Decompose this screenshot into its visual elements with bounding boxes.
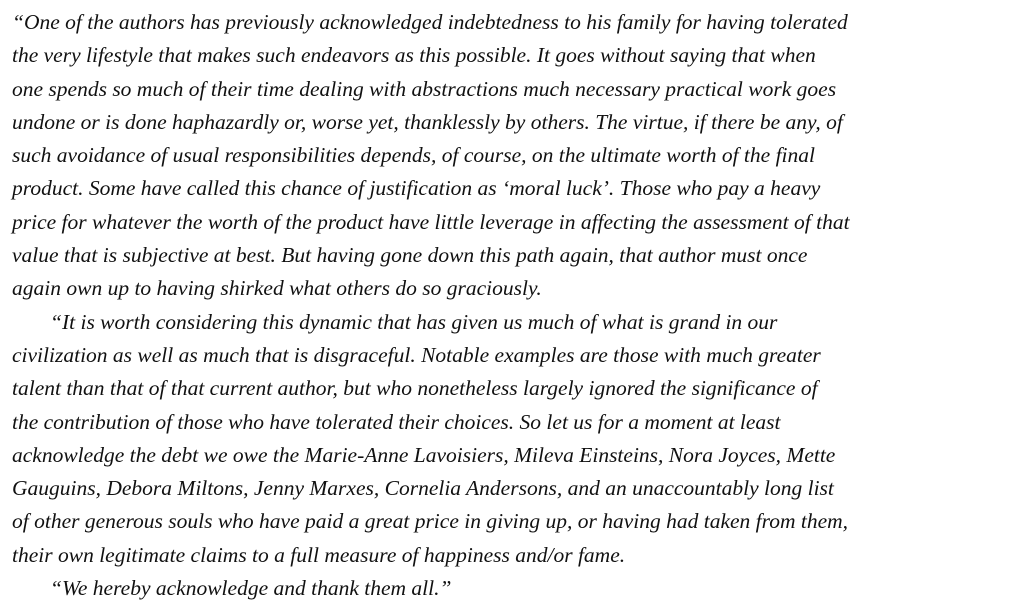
paragraph-1 [12,6,1016,306]
text-line: talent than that of that current author, but who nonetheless largely ignored the significance of [12,376,818,401]
text-line: “One of the authors has previously acknowledged indebtedness to his family for having tolerated [12,10,848,34]
text-line: again own up to having shirked what others do so graciously. [12,276,542,301]
text-line: acknowledge the debt we owe the Marie-Anne Lavoisiers, Mileva Einsteins, Nora Joyces, Mette [12,442,836,467]
text-line: “It is worth considering this dynamic that has given us much of what is grand in our [50,309,778,334]
text-line: one spends so much of their time dealing with abstractions much necessary practical work goes [12,76,837,101]
text-line: undone or is done haphazardly or, worse yet, thanklessly by others. The virtue, if there be any, of [12,109,843,134]
paragraph-2 [12,306,1016,572]
text-line: such avoidance of usual responsibilities depends, of course, on the ultimate worth of the final [12,143,815,168]
text-line: the very lifestyle that makes such endeavors as this possible. It goes without saying that when [12,43,816,68]
text-line: their own legitimate claims to a full measure of happiness and/or fame. [12,542,626,567]
text-line: civilization as well as much that is disgraceful. Notable examples are those with much greater [12,342,821,367]
text-line: product. Some have called this chance of justification as ‘moral luck’. Those who pay a heavy [12,176,821,201]
text-line: the contribution of those who have tolerated their choices. So let us for a moment at least [12,409,781,434]
text-line: price for whatever the worth of the product have little leverage in affecting the assessment of that [12,209,850,234]
acknowledgement-text [12,6,1016,605]
text-line: of other generous souls who have paid a great price in giving up, or having had taken from them, [12,509,849,534]
paragraph-3 [12,572,1016,605]
text-line: value that is subjective at best. But having gone down this path again, that author must once [12,243,808,268]
text-line: “We hereby acknowledge and thank them all.” [50,576,452,601]
text-line: Gauguins, Debora Miltons, Jenny Marxes, Cornelia Andersons, and an unaccountably long list [12,476,834,501]
